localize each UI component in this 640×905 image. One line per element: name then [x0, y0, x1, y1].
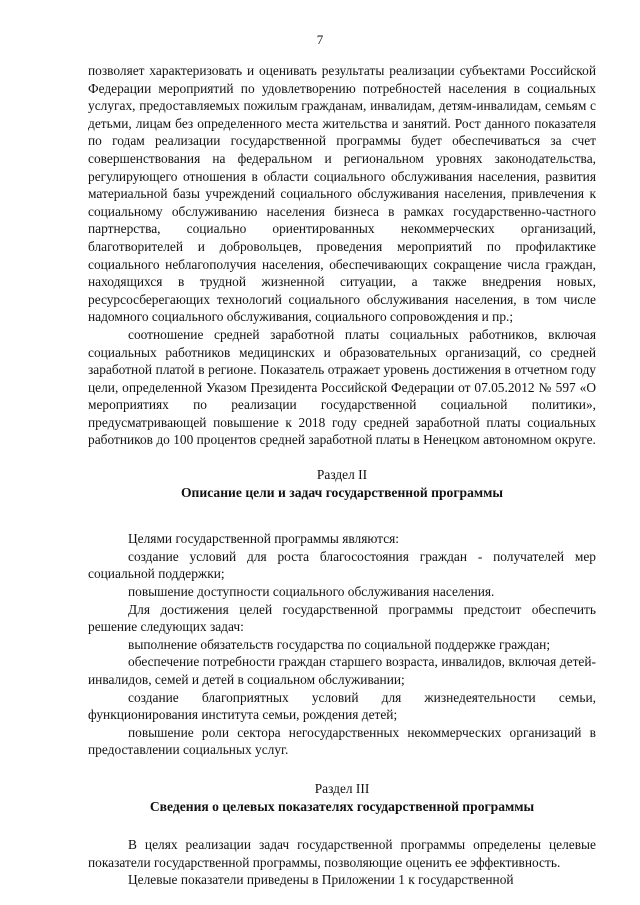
body-paragraph: выполнение обязательств государства по социальной поддержке граждан; — [128, 636, 551, 652]
body-paragraph: Целями государственной программы являются: — [128, 531, 400, 547]
body-paragraph: Целевые показатели приведены в Приложении 1 к государственной — [128, 872, 514, 888]
section-2 — [88, 466, 596, 759]
section-title: Описание цели и задач государственной программы — [180, 484, 504, 500]
document-body — [88, 62, 596, 889]
body-paragraph: повышение доступности социального обслуживания населения. — [128, 584, 495, 600]
body-paragraph: создание условий для роста благосостояния граждан - получателей мер социальной поддержки; — [88, 548, 596, 582]
body-paragraph: Для достижения целей государственной программы предстоит обеспечить решение следующих задач: — [88, 601, 596, 635]
intro-block — [88, 62, 596, 449]
section-number: Раздел III — [314, 780, 370, 796]
body-paragraph: В целях реализации задач государственной программы определены целевые показатели государственной программы, позволяющие оценить ее эффективность. — [88, 837, 596, 870]
body-paragraph: позволяет характеризовать и оценивать результаты реализации субъектами Российской Федерации мероприятий по удовлетворению потребностей населения в социальных услугах, предоставляемых пожилым гражданам, инвалидам, детям-инвалидам, семьям с детьми, лицам без определенного места жительства и занятий. Рост данного показателя по годам реализации государственной программы будет обеспечиваться за счет совершенствования на федеральном и региональном уровнях законодательства, регулирующего отношения в области социального обслуживания населения, развития материальной базы учреждений социального обслуживания населения, привлечения к социальному обслуживанию населения бизнеса в рамках государственно-частного партнерства, социально ориентированных некоммерческих организаций, благотворителей и добровольцев, проведения мероприятий по профилактике социального неблагополучия населения, обеспечивающих сокращение числа граждан, находящихся в трудной жизненной ситуации, а также внедрения новых, ресурсосберегающих технологий социального обслуживания населения, в том числе надомного социального обслуживания, социального сопровождения и пр.; — [88, 63, 596, 325]
body-paragraph: создание благоприятных условий для жизнедеятельности семьи, функционирования института семьи, рождения детей; — [88, 689, 596, 723]
body-paragraph: повышение роли сектора негосударственных некоммерческих организаций в предоставлении социальных услуг. — [88, 724, 596, 758]
body-paragraph: соотношение средней заработной платы социальных работников, включая социальных работников медицинских и образовательных организаций, со средней заработной платой в регионе. Показатель отражает уровень достижения в отчетном году цели, определенной Указом Президента Российской Федерации от 07.05.2012 № 597 «О мероприятиях по реализации государственной социальной политики», предусматривающей повышение к 2018 году средней заработной платы социальных работников до 100 процентов средней заработной платы в Ненецком автономном округе. — [88, 326, 596, 448]
page-number: 7 — [316, 32, 324, 47]
body-paragraph: обеспечение потребности граждан старшего возраста, инвалидов, включая детей-инвалидов, семей и детей в социальном обслуживании; — [88, 654, 596, 687]
section-number: Раздел II — [316, 467, 368, 483]
section-title: Сведения о целевых показателях государственной программы — [149, 798, 535, 814]
section-3 — [88, 780, 596, 889]
